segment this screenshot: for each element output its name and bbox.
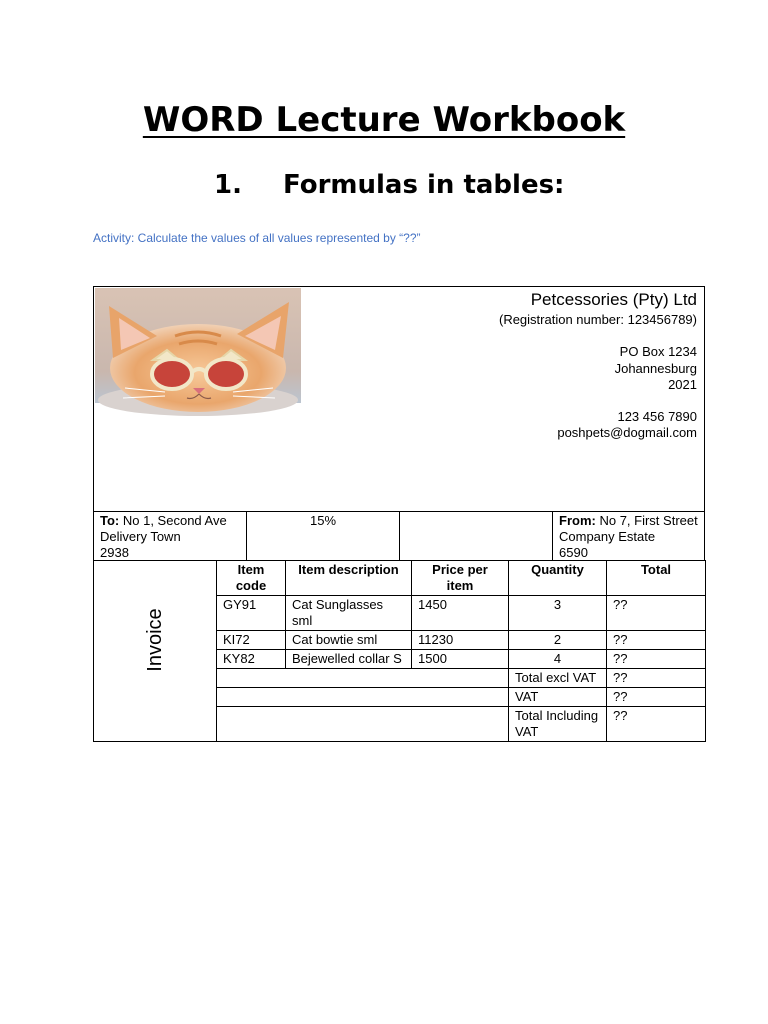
- summary-spacer: [217, 688, 509, 707]
- from-line3: 6590: [559, 545, 588, 560]
- summary-spacer: [217, 707, 509, 742]
- company-phone: 123 456 7890: [617, 409, 697, 425]
- item-total: ??: [607, 650, 706, 669]
- invoice-label: Invoice: [144, 607, 166, 672]
- document-title: [0, 100, 768, 140]
- company-postal-code: 2021: [668, 376, 697, 392]
- item-total: ??: [607, 596, 706, 631]
- invoice-table: [93, 560, 706, 742]
- item-code: KI72: [217, 631, 286, 650]
- item-quantity: 2: [509, 631, 607, 650]
- item-price: 1500: [412, 650, 509, 669]
- from-label: From:: [559, 513, 596, 528]
- vat-rate-cell: [247, 512, 400, 560]
- empty-address-cell: [400, 512, 553, 560]
- invoice-header-box: [93, 286, 705, 512]
- activity-instruction: Activity: Calculate the values of all values represented by “??”: [93, 231, 421, 245]
- summary-value: ??: [607, 669, 706, 688]
- section-heading: [214, 170, 564, 200]
- company-name: Petcessories (Pty) Ltd: [530, 290, 697, 309]
- from-line2: Company Estate: [559, 529, 656, 544]
- header-price-per-item: Price per item: [412, 561, 509, 596]
- invoice-side-label-cell: [94, 561, 217, 742]
- to-line2: Delivery Town: [100, 529, 181, 544]
- section-title: Formulas in tables:: [283, 170, 565, 200]
- item-description: Cat Sunglasses sml: [286, 596, 412, 631]
- to-address: [94, 512, 247, 560]
- from-address: [553, 512, 705, 560]
- item-code: KY82: [217, 650, 286, 669]
- item-total: ??: [607, 631, 706, 650]
- item-code: GY91: [217, 596, 286, 631]
- header-total: Total: [607, 561, 706, 596]
- company-city: Johannesburg: [614, 360, 697, 376]
- company-details: [499, 287, 697, 442]
- header-item-code: Item code: [217, 561, 286, 596]
- header-quantity: Quantity: [509, 561, 607, 596]
- document-title-text: WORD Lecture Workbook: [142, 100, 626, 140]
- to-label: To:: [100, 513, 120, 528]
- summary-label: Total Including VAT: [509, 707, 607, 742]
- item-price: 11230: [412, 631, 509, 650]
- item-quantity: 3: [509, 596, 607, 631]
- item-price: 1450: [412, 596, 509, 631]
- company-email: poshpets@dogmail.com: [557, 425, 697, 441]
- item-quantity: 4: [509, 650, 607, 669]
- cat-sunglasses-image: [95, 288, 301, 420]
- company-po-box: PO Box 1234: [619, 344, 697, 360]
- summary-value: ??: [607, 707, 706, 742]
- header-item-description: Item description: [286, 561, 412, 596]
- summary-spacer: [217, 669, 509, 688]
- vat-rate: 15%: [309, 513, 337, 528]
- item-description: Bejewelled collar S: [286, 650, 412, 669]
- summary-value: ??: [607, 688, 706, 707]
- from-line1: No 7, First Street: [599, 513, 698, 528]
- company-registration: (Registration number: 123456789): [498, 312, 697, 327]
- to-line1: No 1, Second Ave: [122, 513, 227, 528]
- section-number: 1.: [214, 170, 242, 200]
- item-description: Cat bowtie sml: [286, 631, 412, 650]
- address-row: [93, 511, 705, 561]
- summary-label: Total excl VAT: [509, 669, 607, 688]
- summary-label: VAT: [509, 688, 607, 707]
- to-line3: 2938: [100, 545, 129, 560]
